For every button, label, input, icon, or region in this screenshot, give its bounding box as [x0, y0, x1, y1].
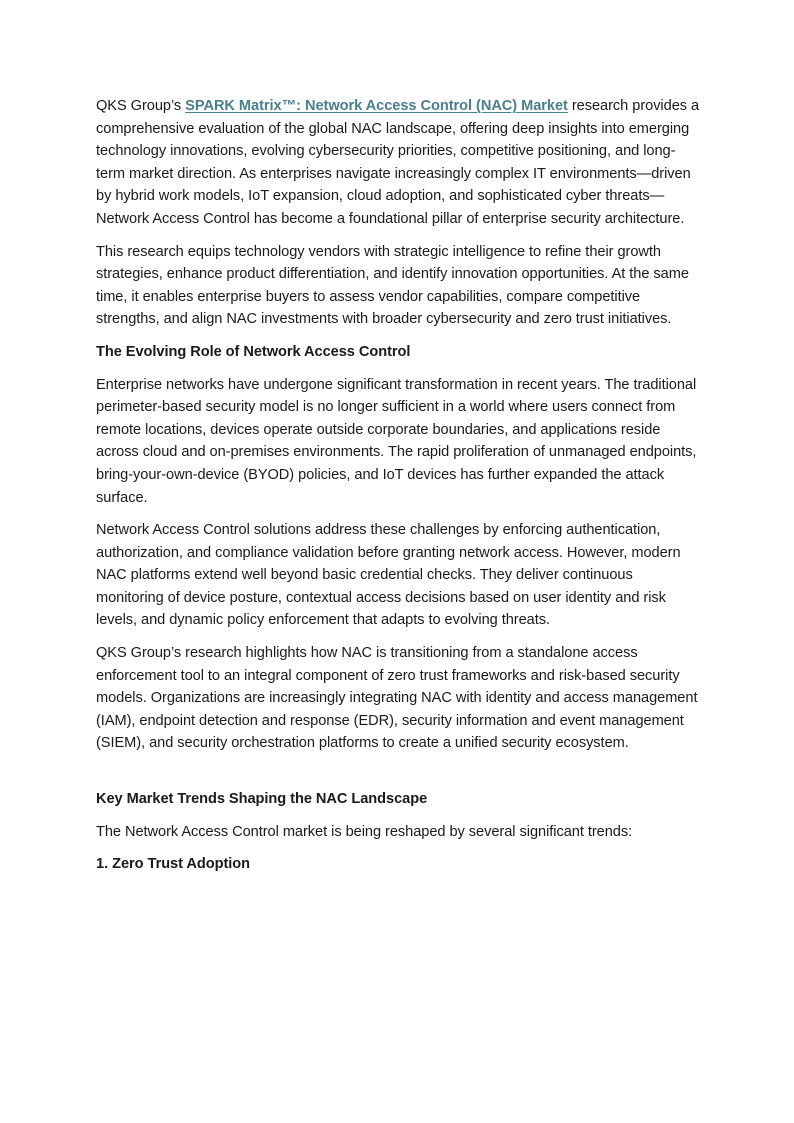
spark-matrix-nac-link[interactable]: SPARK Matrix™: Network Access Control (NAC) Market	[185, 98, 568, 114]
nac-solutions-paragraph: Network Access Control solutions address these challenges by enforcing authentication, authorization, and compliance validation before granting network access. However, modern NAC platforms extend well beyond basic credential checks. They deliver continuous monitoring of device posture, contextual access decisions based on user identity and risk levels, and dynamic policy enforcement that adapts to evolving threats.	[96, 522, 681, 629]
qks-research-paragraph: QKS Group’s research highlights how NAC is transitioning from a standalone access enforcement tool to an integral component of zero trust frameworks and risk-based security models. Organizations are increasingly integrating NAC with identity and access management (IAM), endpoint detection and response (EDR), security information and event management (SIEM), and security orchestration platforms to create a unified security ecosystem.	[96, 645, 698, 752]
subheading-zero-trust-adoption: 1. Zero Trust Adoption	[96, 856, 251, 873]
enterprise-networks-paragraph: Enterprise networks have undergone significant transformation in recent years. The traditional perimeter-based security model is no longer sufficient in a world where users connect from remote locations, devices operate outside corporate boundaries, and applications reside across cloud and on-premises environments. The rapid proliferation of unmanaged endpoints, bring-your-own-device (BYOD) policies, and IoT devices has further expanded the attack surface.	[96, 376, 697, 506]
research-benefits-paragraph: This research equips technology vendors with strategic intelligence to refine their growth strategies, enhance product differentiation, and identify innovation opportunities. At the same time, it enables enterprise buyers to assess vendor capabilities, compare competitive strengths, and align NAC investments with broader cybersecurity and zero trust initiatives.	[96, 243, 689, 328]
section-heading-evolving-role: The Evolving Role of Network Access Control	[96, 343, 411, 360]
intro-paragraph	[96, 95, 702, 231]
intro-prefix: QKS Group’s	[96, 98, 186, 114]
intro-suffix: research provides a comprehensive evaluation of the global NAC landscape, offering deep insights into emerging technology innovations, evolving cybersecurity priorities, competitive positioning, and long-term market direction. As enterprises navigate increasingly complex IT environments—driven by hybrid work models, IoT expansion, cloud adoption, and sophisticated cyber threats—Network Access Control has become a foundational pillar of enterprise security architecture.	[96, 98, 700, 227]
market-trends-intro: The Network Access Control market is being reshaped by several significant trends:	[96, 823, 633, 840]
document-body	[96, 95, 702, 876]
section-heading-market-trends: Key Market Trends Shaping the NAC Landscape	[96, 791, 428, 808]
